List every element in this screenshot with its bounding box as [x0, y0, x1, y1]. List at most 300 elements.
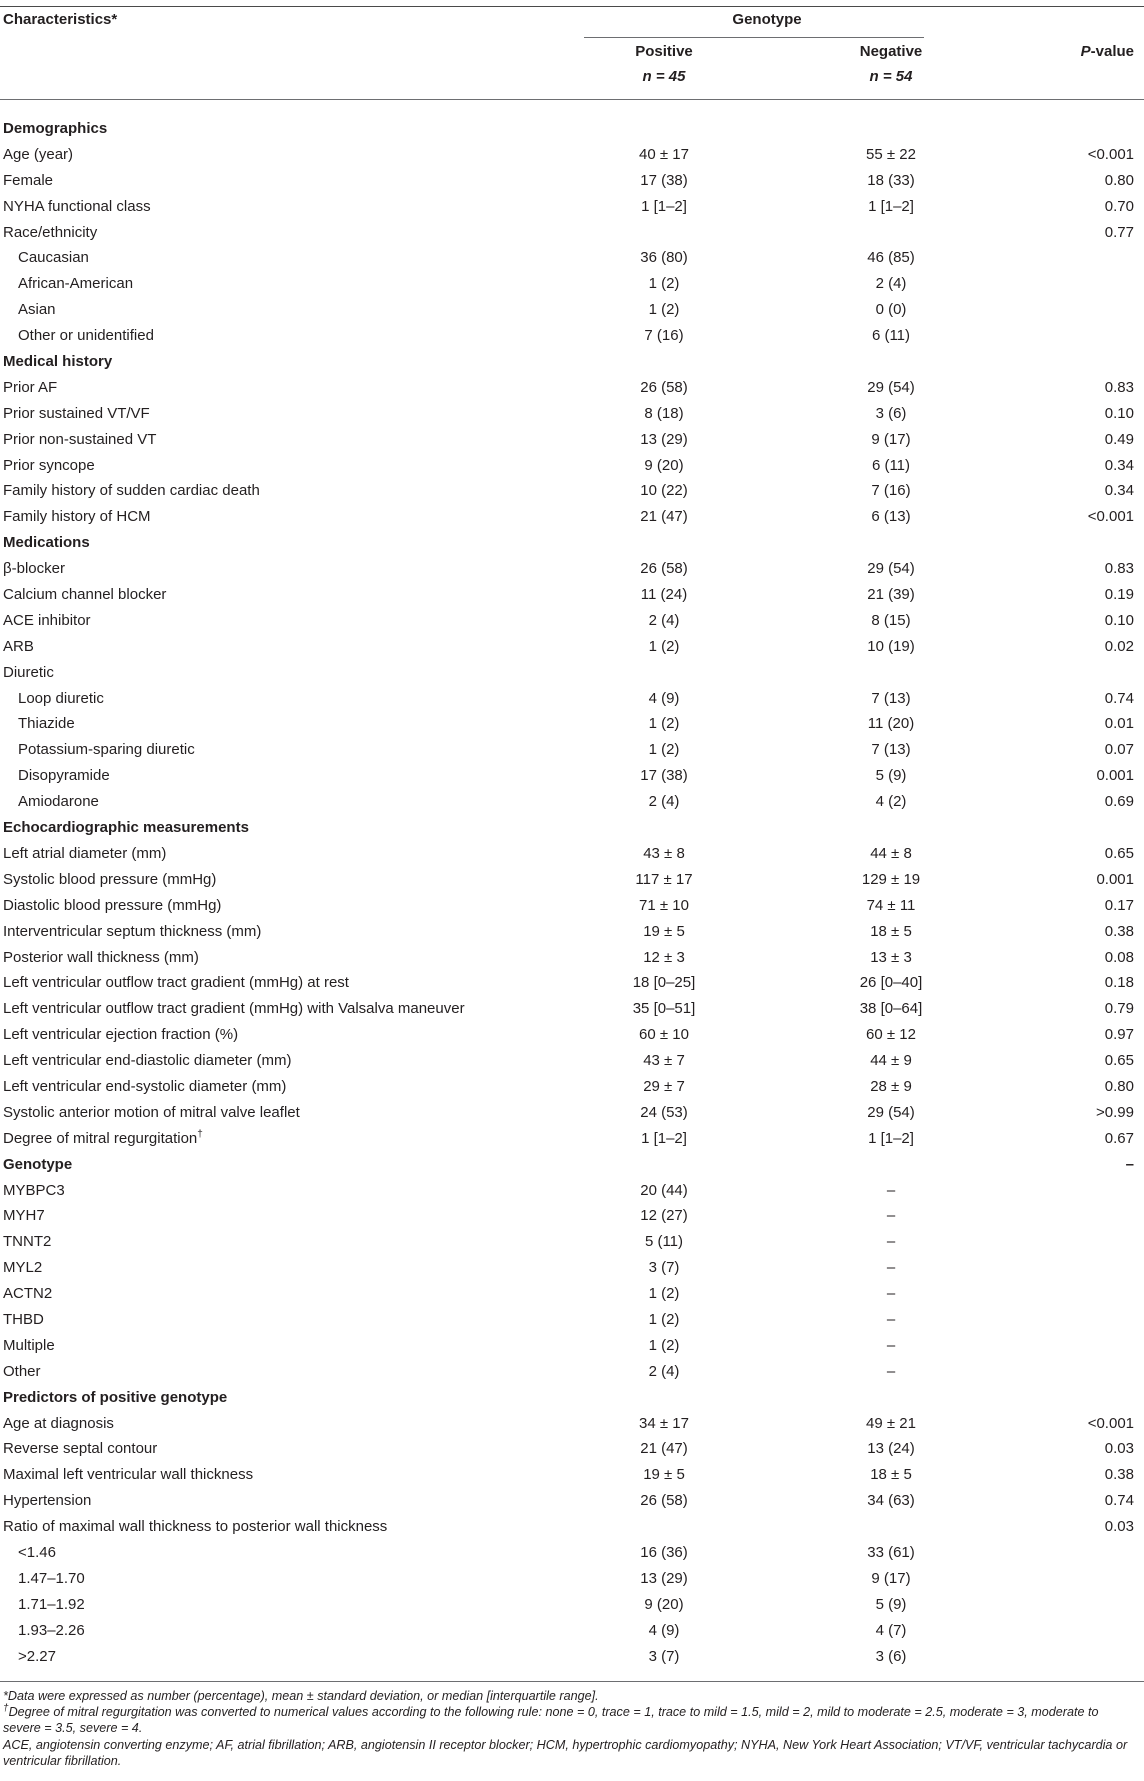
p-value: 0.18: [1104, 974, 1134, 992]
negative-value: 38 [0–64]: [859, 1000, 923, 1018]
section-header-row: [0, 815, 1144, 841]
negative-value: 55 ± 22: [866, 145, 916, 163]
negative-value: 49 ± 21: [866, 1414, 916, 1432]
negative-value: 8 (15): [871, 611, 911, 629]
row-label: [18, 1566, 85, 1592]
section-header-row: [0, 1152, 1144, 1178]
header-pvalue: [1081, 42, 1134, 62]
row-label-text: MYBPC3: [3, 1181, 65, 1199]
p-value: 0.83: [1104, 378, 1134, 396]
row-label-text: Left ventricular outflow tract gradient (mmHg) at rest: [3, 974, 349, 992]
row-label: [18, 789, 99, 815]
positive-value: 71 ± 10: [639, 896, 689, 914]
p-value: 0.01: [1104, 715, 1134, 733]
positive-value: 4 (9): [648, 689, 680, 707]
row-label-text: ARB: [3, 637, 34, 655]
p-value: 0.83: [1104, 560, 1134, 578]
row-label: [3, 1178, 65, 1204]
row-label-text: Prior non-sustained VT: [3, 430, 157, 448]
row-label: [3, 349, 112, 375]
row-label: [3, 1488, 91, 1514]
negative-value: 29 (54): [867, 1103, 915, 1121]
table-row: [0, 427, 1144, 453]
positive-value: 17 (38): [640, 171, 688, 189]
p-value: 0.19: [1104, 586, 1134, 604]
row-label-text: Age at diagnosis: [3, 1414, 114, 1432]
row-label-text: Diuretic: [3, 663, 54, 681]
row-label-text: Echocardiographic measurements: [3, 819, 249, 837]
header-pvalue-rest: -value: [1090, 43, 1134, 60]
negative-value: 7 (16): [871, 482, 911, 500]
negative-value: 11 (20): [867, 715, 915, 733]
row-label: [3, 1462, 253, 1488]
header-bottom-rule: [0, 99, 1144, 100]
p-value: 0.97: [1104, 1026, 1134, 1044]
negative-value: 44 ± 8: [870, 844, 912, 862]
row-label: [3, 634, 34, 660]
negative-value: 29 (54): [867, 560, 915, 578]
positive-value: 29 ± 7: [643, 1077, 685, 1095]
negative-value: 13 (24): [867, 1440, 915, 1458]
table-top-rule: [0, 6, 1144, 7]
negative-value: 46 (85): [867, 249, 915, 267]
row-label: [3, 1411, 114, 1437]
section-header-row: [0, 349, 1144, 375]
p-value: 0.38: [1104, 1466, 1134, 1484]
table-row: [0, 1540, 1144, 1566]
table-row: [0, 686, 1144, 712]
p-value: 0.03: [1104, 1440, 1134, 1458]
row-label: [3, 401, 150, 427]
row-label-text: Multiple: [3, 1336, 55, 1354]
row-label: [18, 686, 104, 712]
header-positive: Positive: [635, 43, 693, 60]
negative-value: 4 (2): [875, 793, 907, 811]
positive-value: 12 (27): [640, 1207, 688, 1225]
p-value: 0.74: [1104, 689, 1134, 707]
p-value: 0.17: [1104, 896, 1134, 914]
positive-value: 26 (58): [640, 378, 688, 396]
table-row: [0, 582, 1144, 608]
positive-value: 9 (20): [644, 456, 684, 474]
p-value: 0.34: [1104, 482, 1134, 500]
row-label-text: Posterior wall thickness (mm): [3, 948, 199, 966]
p-value: 0.69: [1104, 793, 1134, 811]
row-label-text: Interventricular septum thickness (mm): [3, 922, 262, 940]
row-label-footnote-mark: †: [197, 1128, 203, 1140]
row-label-text: Hypertension: [3, 1492, 92, 1510]
row-label: [3, 893, 221, 919]
table-row: [0, 1644, 1144, 1670]
footnote-abbreviations: ACE, angiotensin converting enzyme; AF, atrial fibrillation; ARB, angiotensin II receptor blocker; HCM, hypertrophic cardiomyopathy; NYHA, New York Heart Association; VT/VF, ventricular tachycardia or ventricular fibrillation.: [3, 1737, 1128, 1768]
p-value: 0.10: [1104, 404, 1134, 422]
row-label-text: Prior AF: [3, 378, 58, 396]
section-header-row: [0, 1385, 1144, 1411]
p-value: 0.70: [1104, 197, 1134, 215]
row-label: [18, 245, 89, 271]
row-label: [3, 1203, 45, 1229]
section-header-row: [0, 116, 1144, 142]
positive-value: 117 ± 17: [635, 870, 693, 888]
table-row: [0, 660, 1144, 686]
row-label-text: Female: [3, 171, 54, 189]
positive-value: 36 (80): [640, 249, 688, 267]
table-row: [0, 556, 1144, 582]
row-label: [3, 660, 54, 686]
row-label-text: Ratio of maximal wall thickness to posterior wall thickness: [3, 1518, 388, 1536]
negative-value: 1 [1–2]: [868, 197, 914, 215]
table-bottom-rule: [0, 1681, 1144, 1682]
row-label: [3, 1229, 51, 1255]
row-label: [18, 297, 56, 323]
row-label: [3, 608, 91, 634]
header-positive-n: n = 45: [642, 68, 686, 85]
row-label-text: Demographics: [3, 120, 108, 137]
table-row: [0, 1203, 1144, 1229]
row-label-text: TNNT2: [3, 1233, 52, 1251]
positive-value: 3 (7): [648, 1647, 680, 1665]
positive-value: 43 ± 7: [643, 1052, 685, 1070]
table-row: [0, 1566, 1144, 1592]
positive-value: 9 (20): [644, 1595, 684, 1613]
table-row: [0, 323, 1144, 349]
table-row: [0, 1255, 1144, 1281]
footnote-data-expression: *Data were expressed as number (percentage), mean ± standard deviation, or median [interquartile range].: [3, 1689, 599, 1703]
row-label: [3, 996, 465, 1022]
row-label: [3, 1022, 238, 1048]
negative-value: 60 ± 12: [866, 1026, 916, 1044]
row-label: [3, 1333, 55, 1359]
positive-value: 19 ± 5: [643, 1466, 685, 1484]
row-label: [18, 1540, 56, 1566]
row-label: [3, 1281, 52, 1307]
row-label-text: Systolic blood pressure (mmHg): [3, 870, 217, 888]
negative-value: 28 ± 9: [870, 1077, 912, 1095]
table-row: [0, 763, 1144, 789]
positive-value: 1 (2): [648, 301, 680, 319]
negative-value: 3 (6): [875, 1647, 907, 1665]
p-value: 0.74: [1104, 1492, 1134, 1510]
row-label: [3, 194, 151, 220]
positive-value: 40 ± 17: [639, 145, 689, 163]
footnote-mitral-regurgitation: [3, 1704, 1138, 1736]
table-row: [0, 453, 1144, 479]
row-label: [3, 556, 65, 582]
positive-value: 7 (16): [644, 327, 684, 345]
p-value: <0.001: [1087, 508, 1134, 526]
p-value: –: [1125, 1155, 1134, 1173]
row-label-text: MYH7: [3, 1207, 45, 1225]
p-value: 0.02: [1104, 637, 1134, 655]
table-row: [0, 608, 1144, 634]
footnote-dagger: †: [3, 1703, 9, 1715]
row-label-text: Age (year): [3, 145, 74, 163]
negative-value: –: [886, 1285, 896, 1303]
header-negative: Negative: [859, 43, 923, 60]
positive-value: 1 (2): [648, 1310, 680, 1328]
negative-value: 7 (13): [871, 689, 911, 707]
table-row: [0, 1178, 1144, 1204]
positive-value: 2 (4): [648, 1362, 680, 1380]
table-row: [0, 945, 1144, 971]
row-label: [3, 168, 53, 194]
table-row: [0, 1488, 1144, 1514]
p-value: 0.49: [1104, 430, 1134, 448]
row-label-text: Left ventricular ejection fraction (%): [3, 1026, 239, 1044]
negative-value: 26 [0–40]: [859, 974, 923, 992]
p-value: 0.34: [1104, 456, 1134, 474]
row-label-text: NYHA functional class: [3, 197, 151, 215]
table-row: [0, 1359, 1144, 1385]
table-row: [0, 194, 1144, 220]
positive-value: 1 (2): [648, 715, 680, 733]
negative-value: –: [886, 1362, 896, 1380]
positive-value: 34 ± 17: [639, 1414, 689, 1432]
row-label: [3, 478, 260, 504]
table-row: [0, 1022, 1144, 1048]
row-label-text: ACTN2: [3, 1285, 53, 1303]
p-value: 0.001: [1096, 870, 1134, 888]
p-value: 0.67: [1104, 1129, 1134, 1147]
table-row: [0, 841, 1144, 867]
row-label-text: Amiodarone: [18, 793, 99, 811]
p-value: <0.001: [1087, 145, 1134, 163]
p-value: 0.65: [1104, 1052, 1134, 1070]
negative-value: 9 (17): [871, 430, 911, 448]
row-label-text: Other or unidentified: [18, 327, 154, 345]
row-label-text: Thiazide: [18, 715, 75, 733]
table-row: [0, 1074, 1144, 1100]
table-row: [0, 1048, 1144, 1074]
row-label: [18, 323, 154, 349]
table-row: [0, 893, 1144, 919]
table-row: [0, 737, 1144, 763]
row-label: [3, 1436, 157, 1462]
positive-value: 2 (4): [648, 793, 680, 811]
negative-value: 33 (61): [867, 1543, 915, 1561]
table-row: [0, 401, 1144, 427]
positive-value: 24 (53): [640, 1103, 688, 1121]
row-label-text: Calcium channel blocker: [3, 586, 167, 604]
negative-value: 74 ± 11: [866, 896, 916, 914]
row-label: [3, 1100, 300, 1126]
row-label-text: Genotype: [3, 1155, 73, 1173]
table-row: [0, 1462, 1144, 1488]
p-value: 0.80: [1104, 1077, 1134, 1095]
positive-value: 11 (24): [640, 586, 688, 604]
table-row: [0, 297, 1144, 323]
positive-value: 20 (44): [640, 1181, 688, 1199]
table-row: [0, 245, 1144, 271]
table-footnotes: [3, 1688, 1138, 1769]
table-row: [0, 1333, 1144, 1359]
negative-value: 9 (17): [871, 1569, 911, 1587]
table-row: [0, 711, 1144, 737]
row-label-text: 1.93–2.26: [18, 1621, 85, 1639]
positive-value: 16 (36): [640, 1543, 688, 1561]
positive-value: 2 (4): [648, 611, 680, 629]
negative-value: 29 (54): [867, 378, 915, 396]
positive-value: 1 (2): [648, 637, 680, 655]
row-label: [3, 841, 166, 867]
negative-value: 13 ± 3: [870, 948, 912, 966]
row-label-text: Medical history: [3, 353, 113, 371]
positive-value: 21 (47): [640, 1440, 688, 1458]
row-label-text: Diastolic blood pressure (mmHg): [3, 896, 222, 914]
row-label: [3, 1255, 42, 1281]
table-row: [0, 504, 1144, 530]
table-row: [0, 867, 1144, 893]
row-label: [3, 867, 216, 893]
row-label: [3, 1152, 72, 1178]
row-label-text: 1.71–1.92: [18, 1595, 85, 1613]
negative-value: 2 (4): [875, 275, 907, 293]
positive-value: 1 [1–2]: [641, 197, 687, 215]
row-label: [3, 1514, 387, 1540]
row-label-text: Prior sustained VT/VF: [3, 404, 150, 422]
row-label: [3, 815, 249, 841]
row-label: [18, 271, 133, 297]
positive-value: 17 (38): [640, 767, 688, 785]
positive-value: 1 (2): [648, 275, 680, 293]
positive-value: 60 ± 10: [639, 1026, 689, 1044]
row-label-text: Medications: [3, 534, 90, 552]
table-row: [0, 220, 1144, 246]
row-label: [3, 582, 166, 608]
positive-value: 19 ± 5: [643, 922, 685, 940]
genotype-group-rule: [584, 37, 924, 38]
p-value: 0.001: [1096, 767, 1134, 785]
positive-value: 12 ± 3: [643, 948, 685, 966]
table-row: [0, 168, 1144, 194]
row-label-text: Reverse septal contour: [3, 1440, 158, 1458]
table-row: [0, 1411, 1144, 1437]
row-label: [3, 945, 199, 971]
positive-value: 10 (22): [640, 482, 688, 500]
row-label-text: Prior syncope: [3, 456, 95, 474]
row-label-text: 1.47–1.70: [18, 1569, 85, 1587]
row-label: [18, 711, 75, 737]
negative-value: 6 (11): [871, 456, 911, 474]
negative-value: 6 (11): [871, 327, 911, 345]
p-value: 0.07: [1104, 741, 1134, 759]
negative-value: 18 ± 5: [870, 1466, 912, 1484]
positive-value: 13 (29): [640, 1569, 688, 1587]
row-label-text: Left ventricular end-diastolic diameter (mm): [3, 1052, 292, 1070]
negative-value: 129 ± 19: [861, 870, 921, 888]
negative-value: 1 [1–2]: [868, 1129, 914, 1147]
p-value: 0.65: [1104, 844, 1134, 862]
p-value: 0.10: [1104, 611, 1134, 629]
row-label-text: Potassium-sparing diuretic: [18, 741, 195, 759]
negative-value: 3 (6): [875, 404, 907, 422]
negative-value: 21 (39): [867, 586, 915, 604]
positive-value: 1 (2): [648, 741, 680, 759]
table-row: [0, 1229, 1144, 1255]
footnote-mitral-text: Degree of mitral regurgitation was converted to numerical values according to the following rule: none = 0, trace = 1, trace to mild = 1.5, mild = 2, mild to moderate = 2.5, moderate = 3, moderate to severe = 3.5, severe = 4.: [3, 1705, 1099, 1736]
table-row: [0, 375, 1144, 401]
row-label-text: Left atrial diameter (mm): [3, 844, 167, 862]
row-label-text: Other: [3, 1362, 41, 1380]
row-label-text: Systolic anterior motion of mitral valve leaflet: [3, 1103, 300, 1121]
table-row: [0, 1618, 1144, 1644]
positive-value: 26 (58): [640, 560, 688, 578]
row-label: [3, 1307, 44, 1333]
row-label-text: Family history of sudden cardiac death: [3, 482, 260, 500]
p-value: 0.03: [1104, 1518, 1134, 1536]
row-label-text: Left ventricular end-systolic diameter (mm): [3, 1077, 287, 1095]
negative-value: –: [886, 1233, 896, 1251]
row-label: [3, 142, 73, 168]
positive-value: 18 [0–25]: [632, 974, 696, 992]
table-row: [0, 1100, 1144, 1126]
negative-value: 0 (0): [875, 301, 907, 319]
table-row: [0, 1592, 1144, 1618]
table-body: [0, 116, 1144, 1669]
row-label: [3, 116, 107, 142]
row-label-text: Degree of mitral regurgitation: [3, 1129, 198, 1147]
row-label-text: Race/ethnicity: [3, 223, 98, 241]
negative-value: 18 (33): [867, 171, 915, 189]
positive-value: 26 (58): [640, 1492, 688, 1510]
row-label: [3, 453, 95, 479]
row-label: [3, 970, 349, 996]
positive-value: 5 (11): [644, 1233, 684, 1251]
negative-value: 18 ± 5: [870, 922, 912, 940]
table-row: [0, 1126, 1144, 1152]
section-header-row: [0, 530, 1144, 556]
row-label-text: Predictors of positive genotype: [3, 1388, 228, 1406]
p-value: 0.08: [1104, 948, 1134, 966]
row-label: [3, 220, 97, 246]
table-row: [0, 478, 1144, 504]
p-value: >0.99: [1096, 1103, 1134, 1121]
negative-value: –: [886, 1259, 896, 1277]
row-label: [3, 1048, 291, 1074]
negative-value: 4 (7): [875, 1621, 907, 1639]
table-row: [0, 970, 1144, 996]
positive-value: 8 (18): [644, 404, 684, 422]
row-label: [18, 1592, 85, 1618]
negative-value: –: [886, 1207, 896, 1225]
positive-value: 1 (2): [648, 1285, 680, 1303]
table-row: [0, 271, 1144, 297]
row-label-text: MYL2: [3, 1259, 43, 1277]
row-label-text: Asian: [18, 301, 56, 319]
row-label-text: Disopyramide: [18, 767, 110, 785]
negative-value: 5 (9): [875, 767, 907, 785]
row-label-text: THBD: [3, 1310, 44, 1328]
p-value: <0.001: [1087, 1414, 1134, 1432]
row-label: [3, 1074, 286, 1100]
row-label: [3, 530, 90, 556]
negative-value: 10 (19): [867, 637, 915, 655]
positive-value: 21 (47): [640, 508, 688, 526]
row-label: [18, 763, 110, 789]
table-row: [0, 1514, 1144, 1540]
row-label-text: Loop diuretic: [18, 689, 104, 707]
p-value: 0.77: [1104, 223, 1134, 241]
p-value: 0.38: [1104, 922, 1134, 940]
row-label: [3, 427, 156, 453]
header-genotype: Genotype: [732, 11, 802, 28]
positive-value: 1 (2): [648, 1336, 680, 1354]
table-row: [0, 919, 1144, 945]
positive-value: 43 ± 8: [643, 844, 685, 862]
row-label-text: ACE inhibitor: [3, 611, 91, 629]
table-row: [0, 142, 1144, 168]
row-label-text: >2.27: [18, 1647, 56, 1665]
